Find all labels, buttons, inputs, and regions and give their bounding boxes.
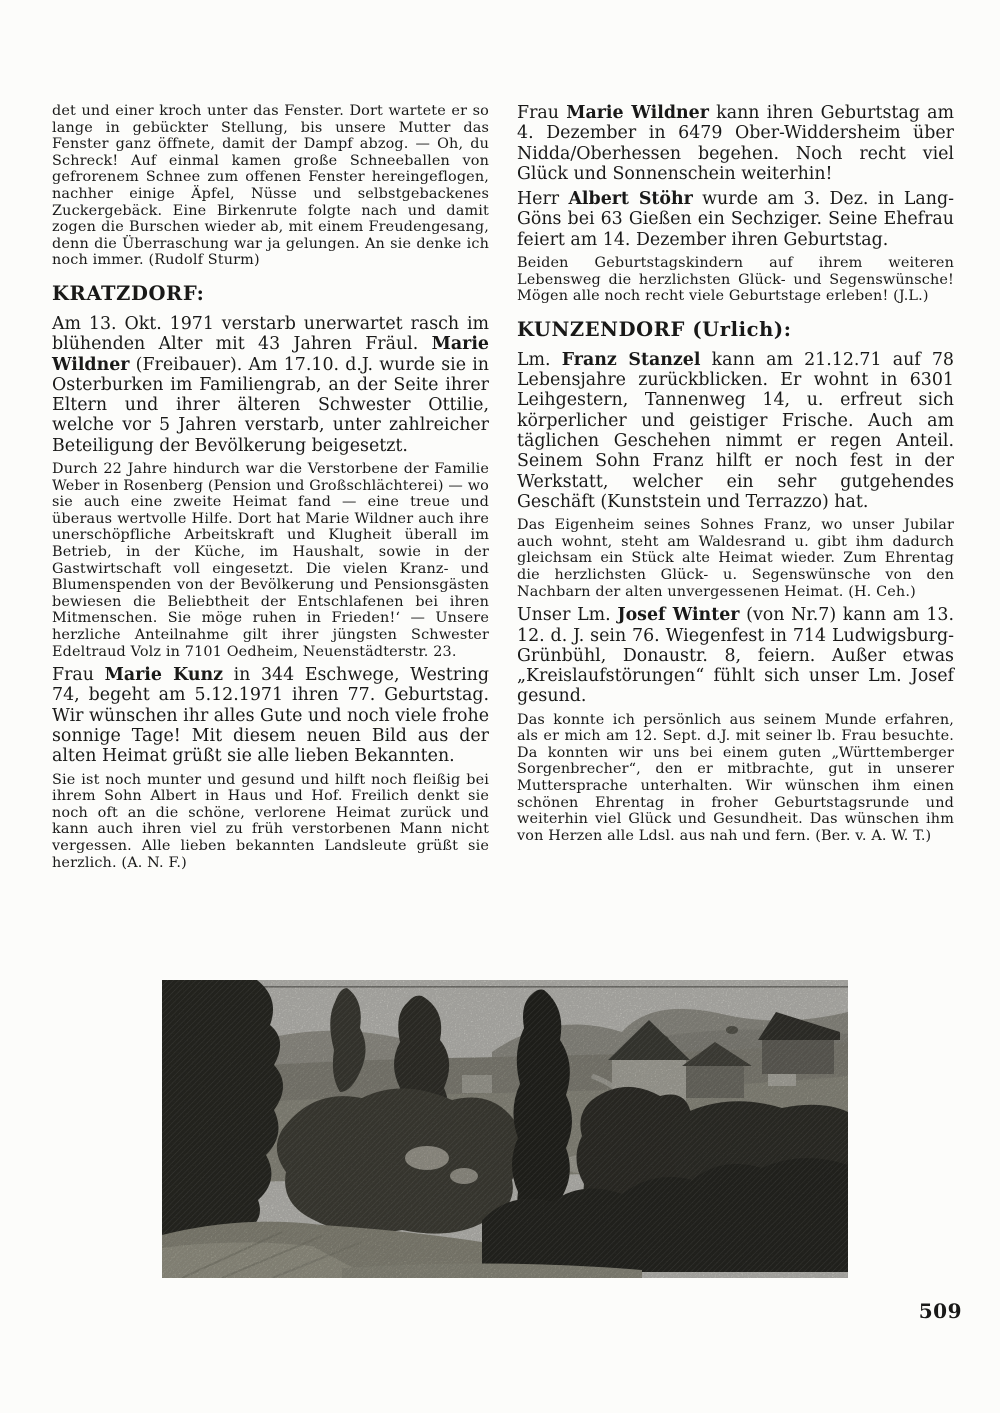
paragraph-text: Beiden Geburtstagskindern auf ihrem weiteren Lebensweg die herzlichsten Glück- und Segenswünsche! Mögen alle noch recht viele Geburtstage erleben! (J.L.) xyxy=(517,255,954,305)
emphasized-name: Franz Stanzel xyxy=(561,349,701,370)
paragraph-text: in 344 Eschwege, Westring 74, begeht am 5.12.1971 ihren 77. Geburtstag. Wir wünschen ihr alles Gute und noch viele frohe sonnige Tage! Mit diesem neuen Bild aus der alten Heimat grüßt sie alle lieben Bekannten. xyxy=(52,665,489,767)
paragraph-text: Frau xyxy=(52,665,105,686)
article-paragraph xyxy=(52,772,489,872)
article-paragraph xyxy=(52,665,489,766)
paragraph-text: Das Eigenheim seines Sohnes Franz, wo unser Jubilar auch wohnt, steht am Waldesrand u. gibt ihm dadurch gleichsam ein Stück alte Heimat wieder. Zum Ehrentag die herzlichsten Glück- u. Segenswünsche von den Nachbarn der alten unvergessenen Heimat. (H. Ceh.) xyxy=(517,517,954,600)
article-paragraph xyxy=(517,103,954,184)
paragraph-text: Lm. xyxy=(517,349,562,370)
paragraph-text: Herr xyxy=(517,189,569,210)
paragraph-text: kann ihren Geburtstag am 4. Dezember in 6479 Ober-Widdersheim über Nidda/Oberhessen begehen. Noch recht viel Glück und Sonnenschein weiterhin! xyxy=(517,103,955,184)
section-heading xyxy=(517,318,954,341)
paragraph-text: (von Nr.7) kann am 13. 12. d. J. sein 76. Wiegenfest in 714 Ludwigsburg-Grünbühl, Donaustr. 8, feiern. Außer etwas „Kreislaufstörungen“ fühlt sich unser Lm. Josef gesund. xyxy=(517,605,955,707)
paragraph-text: kann am 21.12.71 auf 78 Lebensjahre zurückblicken. Er wohnt in 6301 Leihgestern, Tannenweg 14, u. erfreut sich körperlicher und geistiger Frische. Auch am täglichen Geschehen nimmt er regen Anteil. Seinem Sohn Franz hilft er noch fest in der Werkstatt, welcher ein sehr gutgehendes Geschäft (Kunststein und Terrazzo) hat. xyxy=(517,349,954,512)
paragraph-text: Sie ist noch munter und gesund und hilft noch fleißig bei ihrem Sohn Albert in Haus und Hof. Freilich denkt sie noch oft an die schöne, verlorene Heimat zurück und kann auch ihren viel zu früh verstorbenen Mann nicht vergessen. Alle lieben bekannten Landsleute grüßt sie herzlich. (A. N. F.) xyxy=(52,771,489,871)
page-number: 509 xyxy=(918,1299,962,1323)
article-paragraph xyxy=(52,103,489,269)
article-column-left xyxy=(52,103,489,876)
emphasized-name: Marie Wildner xyxy=(566,103,709,123)
village-photo xyxy=(162,980,848,1278)
paragraph-text: Unser Lm. xyxy=(517,605,618,626)
article-paragraph xyxy=(517,189,954,250)
emphasized-name: Marie Wildner xyxy=(52,334,489,375)
emphasized-name: KUNZENDORF (Urlich): xyxy=(517,317,792,341)
article-paragraph xyxy=(517,712,954,845)
paragraph-text: (Freibauer). Am 17.10. d.J. wurde sie in Osterburken im Familiengrab, an der Seite ihrer Eltern und ihrer älteren Schwester Ottilie, welche vor 5 Jahren verstarb, unter zahlreicher Beteiligung der Bevölkerung beigesetzt. xyxy=(52,354,489,456)
village-photo-image xyxy=(162,980,848,1278)
article-paragraph xyxy=(517,517,954,600)
emphasized-name: Josef Winter xyxy=(617,605,740,626)
paragraph-text: Das konnte ich persönlich aus seinem Munde erfahren, als er mich am 12. Sept. d.J. mit seiner lb. Frau besuchte. Da konnten wir uns bei einem guten „Württemberger Sorgenbrecher“, den er mitbrachte, gut in unserer Muttersprache unterhalten. Wir wünschen ihm einen schönen Ehrentag in froher Geburtstagsrunde und weiterhin viel Glück und Gesundheit. Das wünschen ihm von Herzen alle Ldsl. aus nah und fern. (Ber. v. A. W. T.) xyxy=(517,711,954,844)
paragraph-text: Durch 22 Jahre hindurch war die Verstorbene der Familie Weber in Rosenberg (Pension und Großschlächterei) — wo sie auch eine zweite Heimat fand — eine treue und überaus wertvolle Hilfe. Dort hat Marie Wildner auch ihre unerschöpfliche Arbeitskraft und Klugheit überall im Betrieb, in der Küche, im Haushalt, sowie in der Gastwirtschaft voll eingesetzt. Die vielen Kranz- und Blumenspenden von der Bevölkerung und Pensionsgästen bewiesen die Beliebtheit der Entschlafenen bei ihren Mitmenschen. Sie möge ruhen in Frieden!‘ — Unsere herzliche Anteilnahme gilt ihrer jüngsten Schwester Edeltraud Volz in 7101 Oedheim, Neuenstädterstr. 23. xyxy=(52,461,489,660)
emphasized-name: KRATZDORF: xyxy=(52,281,205,305)
article-paragraph xyxy=(517,605,954,706)
section-heading xyxy=(52,282,489,305)
article-paragraph xyxy=(517,350,954,512)
paragraph-text: Frau xyxy=(517,103,567,123)
article-paragraph xyxy=(52,314,489,456)
paragraph-text: det und einer kroch unter das Fenster. Dort wartete er so lange in gebückter Stellung, bis unsere Mutter das Fenster ganz öffnete, damit der Dampf abzog. — Oh, du Schreck! Auf einmal kamen große Schneeballen von gefrorenem Schnee zum offenen Fenster hereingeflogen, nachher einige Äpfel, Nüsse und selbstgebackenes Zuckergebäck. Eine Birkenrute folgte nach und damit zogen die Burschen wieder ab, mit einem Freudengesang, denn die Überraschung war ja gelungen. An sie denke ich noch immer. (Rudolf Sturm) xyxy=(52,103,489,269)
paragraph-text: wurde am 3. Dez. in Lang-Göns bei 63 Gießen ein Sechziger. Seine Ehefrau feiert am 14. Dezember ihren Geburtstag. xyxy=(517,189,954,250)
article-paragraph xyxy=(517,255,954,305)
paragraph-text: Am 13. Okt. 1971 verstarb unerwartet rasch im blühenden Alter mit 43 Jahren Fräul. xyxy=(52,313,489,355)
article-paragraph xyxy=(52,461,489,660)
article-column-right xyxy=(517,103,954,849)
emphasized-name: Albert Stöhr xyxy=(568,189,693,210)
emphasized-name: Marie Kunz xyxy=(104,665,223,686)
